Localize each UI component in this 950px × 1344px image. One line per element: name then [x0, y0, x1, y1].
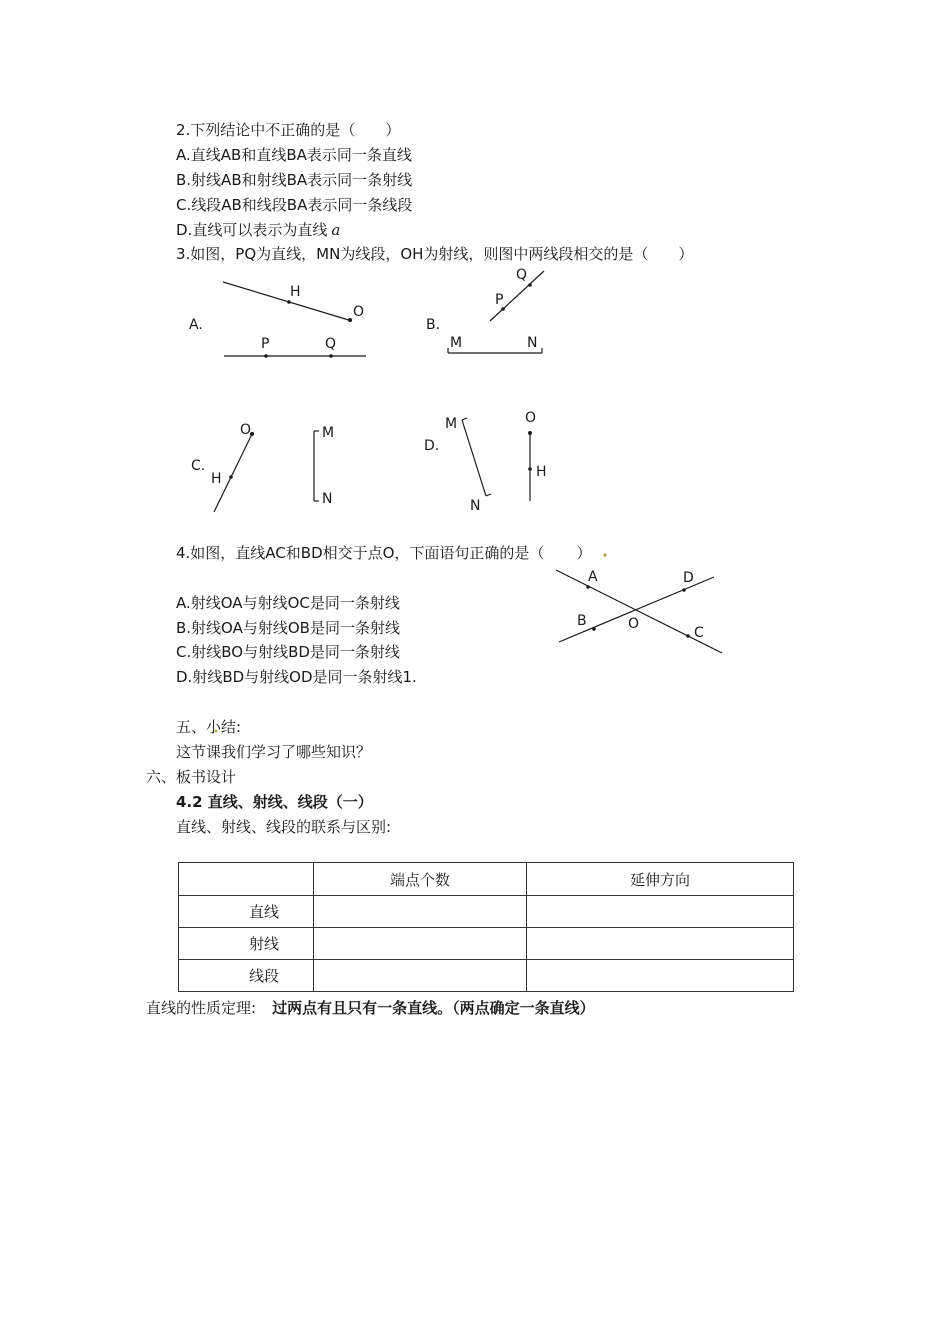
q2-stem: 2.下列结论中不正确的是（ ） [176, 121, 401, 139]
table-cell [314, 928, 527, 960]
figD-label-o: O [525, 410, 537, 426]
table-cell [527, 928, 794, 960]
q4-stem: 4.如图，直线AC和BD相交于点O，下面语句正确的是（ ） [176, 544, 592, 562]
q2-option-a: A.直线AB和直线BA表示同一条直线 [176, 146, 412, 164]
stray-mark-dot [603, 553, 606, 556]
table-row-label: 射线 [179, 928, 314, 960]
q2-option-b: B.射线AB和射线BA表示同一条射线 [176, 171, 413, 189]
figA-point-h [287, 300, 291, 304]
table-cell [527, 896, 794, 928]
figD-segment-mn [462, 420, 486, 496]
figC-label-m: M [322, 425, 335, 441]
q4-label-a: A [588, 569, 598, 585]
figA-label-o: O [353, 304, 365, 320]
board-intro: 直线、射线、线段的联系与区别: [176, 818, 392, 836]
figB-label: B. [426, 317, 441, 333]
q4-line-bd [559, 577, 714, 642]
figB-label-m: M [450, 335, 463, 351]
table-row-label: 线段 [179, 960, 314, 992]
q2-option-c: C.线段AB和线段BA表示同一条线段 [176, 196, 413, 214]
q4-point-c [686, 634, 690, 638]
table-header-row [179, 863, 794, 896]
figC-point-h [229, 475, 233, 479]
q4-label-c: C [694, 625, 704, 641]
board-heading: 六、板书设计 [146, 768, 237, 786]
q4-point-b [592, 627, 596, 631]
table-row [179, 896, 794, 928]
figC-label: C. [191, 458, 206, 474]
q4-point-a [586, 585, 590, 589]
figC-label-h: H [211, 471, 222, 487]
figD-point-o [528, 431, 532, 435]
figB-point-q [528, 283, 532, 287]
table-header-cell: 延伸方向 [527, 863, 794, 896]
figA-label: A. [189, 317, 203, 333]
figA-label-q: Q [325, 336, 337, 352]
figA-point-q [329, 354, 333, 358]
figB-label-q: Q [516, 267, 528, 283]
property-label: 直线的性质定理: [146, 999, 257, 1017]
summary-question: 这节课我们学习了哪些知识？ [176, 743, 372, 761]
figD-label-m: M [445, 416, 458, 432]
q4-label-o: O [628, 616, 640, 632]
figA-label-p: P [261, 336, 270, 352]
figA-point-p [264, 354, 268, 358]
q2-option-d: D.直线可以表示为直线 a [176, 221, 341, 239]
figD-label-n: N [470, 498, 481, 514]
figB-label-p: P [495, 292, 504, 308]
table-header-cell: 端点个数 [314, 863, 527, 896]
figD-label-h: H [536, 464, 547, 480]
figD-point-h [528, 467, 532, 471]
board-title: 4.2 直线、射线、线段（一） [176, 793, 373, 811]
figC-label-n: N [322, 491, 333, 507]
table-row-label: 直线 [179, 896, 314, 928]
table-row [179, 960, 794, 992]
figC-label-o: O [240, 422, 252, 438]
summary-heading: 五、小结: [176, 718, 242, 736]
figB-label-n: N [527, 335, 538, 351]
q4-option-d: D.射线BD与射线OD是同一条射线1. [176, 668, 417, 686]
q4-option-c: C.射线BO与射线BD是同一条射线 [176, 643, 400, 661]
q3-stem: 3.如图，PQ为直线，MN为线段，OH为射线，则图中两线段相交的是（ ） [176, 245, 694, 263]
q4-label-b: B [577, 613, 587, 629]
table-cell [527, 960, 794, 992]
property-text: 过两点有且只有一条直线。（两点确定一条直线） [272, 999, 595, 1017]
q4-label-d: D [683, 570, 694, 586]
figD-label: D. [424, 438, 440, 454]
q4-option-b: B.射线OA与射线OB是同一条射线 [176, 619, 400, 637]
figA-label-h: H [290, 284, 301, 300]
q4-point-d [682, 588, 686, 592]
comparison-table [178, 862, 794, 992]
q4-option-a: A.射线OA与射线OC是同一条射线 [176, 594, 400, 612]
table-cell [314, 960, 527, 992]
figA-point-o [348, 318, 352, 322]
table-row [179, 928, 794, 960]
table-cell [314, 896, 527, 928]
table-header-cell [179, 863, 314, 896]
property-line [146, 998, 595, 1018]
